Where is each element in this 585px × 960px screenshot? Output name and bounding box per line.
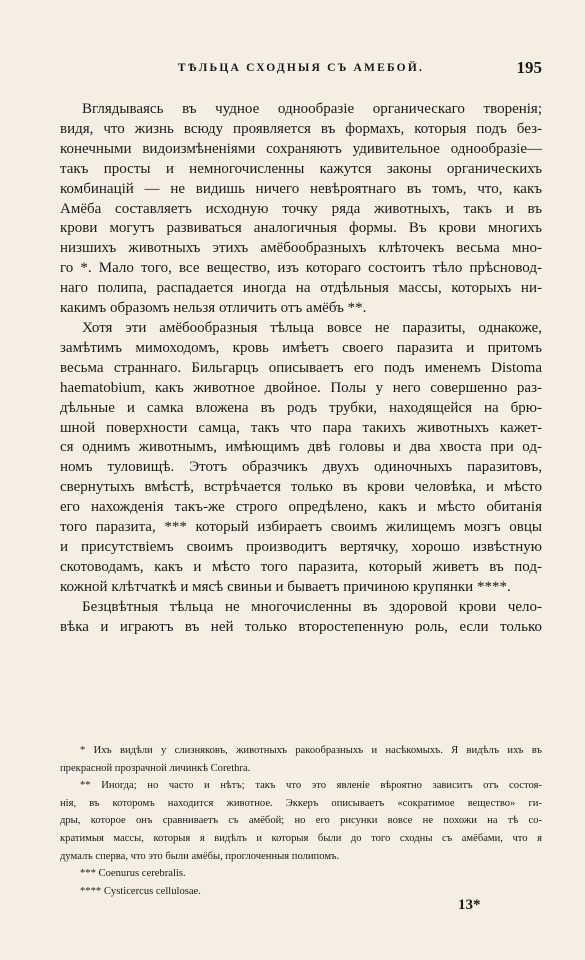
page-header [60, 58, 542, 82]
running-head: ТѢЛЬЦА СХОДНЫЯ СЪ АМЕБОЙ. [177, 62, 425, 74]
footnote-line: *** Coenurus cerebralis. [80, 868, 186, 880]
signature-mark: 13* [458, 897, 481, 913]
text-line: свернутыхъ вмѣстѣ, встрѣчается только въ крови человѣка, и мѣсто [60, 479, 542, 496]
text-line: шной поверхности самца, такъ что пара такихъ животныхъ кажет- [60, 419, 542, 436]
text-line: комбинацій — не видишь ничего невѣроятнаго въ томъ, что, какъ [60, 180, 542, 197]
text-line: его нахожденія такъ-же строго опредѣлено, какъ и мѣсто обитанія [60, 499, 542, 516]
text-line: вѣка и играютъ въ ней только второстепенную роль, если только [60, 618, 542, 635]
text-line: низшихъ животныхъ этихъ амёбообразныхъ клѣточекъ весьма мно- [60, 240, 542, 257]
text-line: такъ просты и немногочисленны кажутся законы органическихъ [60, 160, 542, 177]
footnote-line: прекрасной прозрачной личинкѣ Corethra. [60, 762, 251, 774]
footnote-line: дры, которое онъ сравниваетъ съ амёбой; но его рисунки вовсе не похожи на тѣ со- [60, 815, 542, 827]
page-number: 195 [516, 58, 542, 77]
footnote-line: * Ихъ видѣли у слизняковъ, животныхъ ракообразныхъ и насѣкомыхъ. Я видѣлъ ихъ въ [80, 745, 542, 756]
footnote-line: ** Иногда; но часто и нѣтъ; такъ что это явленіе вѣроятно зависитъ отъ состоя- [80, 780, 542, 792]
text-line: крови могутъ развиваться аналогичныя формы. Въ крови многихъ [60, 220, 542, 237]
text-line: того паразита, *** который избираетъ своимъ жилищемъ мозгъ овцы [60, 519, 542, 536]
text-line: видя, что жизнь всюду проявляется въ формахъ, которыя подъ без- [60, 120, 542, 137]
main-text [60, 100, 542, 637]
text-line: весьма страннаго. Бильгарцъ описываетъ его подъ именемъ Distoma [60, 359, 542, 376]
text-line: конечными видоизмѣненіями сохраняютъ удивительное однообразіе— [60, 140, 542, 157]
text-line: наго полипа, распадается иногда на отдѣльныя массы, которыхъ ни- [60, 280, 542, 297]
text-line: номъ туловищѣ. Этотъ образчикъ двухъ одиночныхъ паразитовъ, [60, 459, 542, 476]
text-line: Амёба составляетъ исходную точку ряда животныхъ, такъ и въ [60, 200, 542, 217]
text-line: haematobium, какъ животное двойное. Полы у него совершенно раз- [60, 379, 542, 396]
footnotes [60, 742, 542, 900]
text-line: какимъ образомъ нельзя отличить отъ амёбъ **. [60, 300, 367, 317]
text-line: Хотя эти амёбообразныя тѣльца вовсе не паразиты, однакоже, [82, 319, 542, 336]
footnote-line: **** Cysticercus cellulosae. [80, 885, 201, 897]
text-line: кожной клѣтчаткѣ и мясѣ свиньи и бываетъ причиною крупянки ****. [60, 578, 511, 595]
text-line: ся однимъ животнымъ, имѣющимъ двѣ головы и два хвоста при од- [60, 439, 542, 456]
footnote-line: думалъ сперва, что это были амёбы, проглоченныя полипомъ. [60, 850, 340, 862]
text-line: го *. Мало того, все вещество, изъ котораго состоитъ тѣло прѣсновод- [60, 260, 542, 277]
text-line: Вглядываясь въ чудное однообразіе органическаго творенія; [82, 101, 542, 117]
footnote-line: нія, въ которомъ находится животное. Эккеръ описываетъ «сократимое вещество» ги- [60, 797, 542, 809]
text-line: замѣтимъ мимоходомъ, кровь имѣетъ своего паразита и притомъ [60, 339, 542, 356]
text-line: и присутствіемъ своимъ производитъ вертячку, хорошо извѣстную [60, 538, 542, 555]
text-line: скотоводамъ, какъ и мѣсто того паразита, который живетъ въ под- [60, 558, 542, 575]
footnote-line: кратимыя массы, которыя я видѣлъ и которыя были до того сходны съ амёбами, что я [60, 832, 542, 844]
text-line: дѣльные и самка вложена въ родъ трубки, находящейся на брю- [60, 399, 542, 416]
text-line: Безцвѣтныя тѣльца не многочисленны въ здоровой крови чело- [82, 598, 542, 615]
